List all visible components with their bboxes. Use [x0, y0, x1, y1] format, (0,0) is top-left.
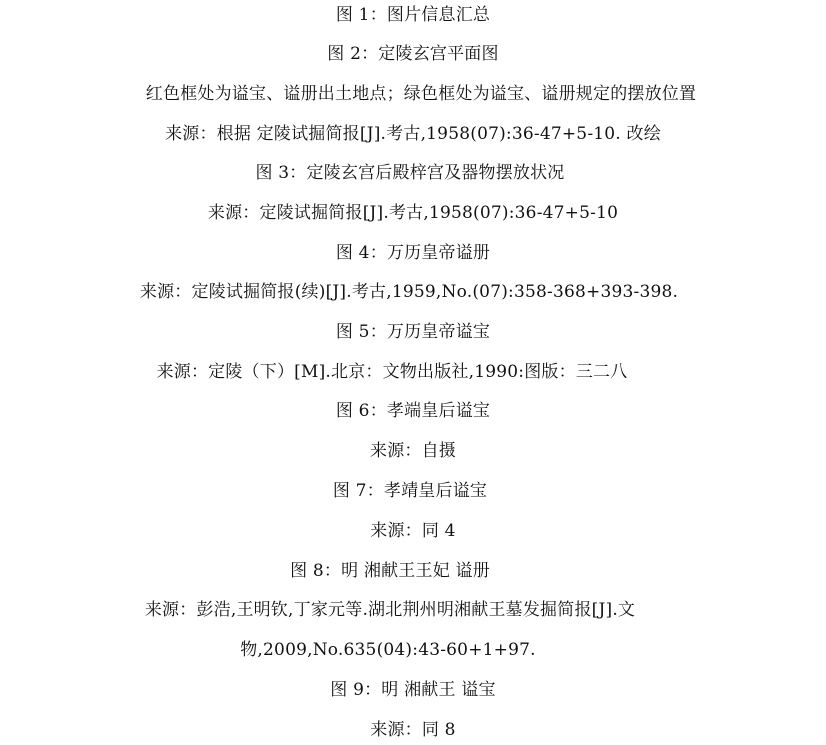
source-figure-8-line-2: 物,2009,No.635(04):43-60+1+97.: [240, 640, 536, 660]
source-figure-2: 来源：根据 定陵试掘简报[J].考古,1958(07):36-47+5-10. 改绘: [165, 124, 661, 144]
source-figure-3: 来源：定陵试掘简报[J].考古,1958(07):36-47+5-10: [207, 203, 619, 223]
caption-figure-2-note: 红色框处为谥宝、谥册出土地点；绿色框处为谥宝、谥册规定的摆放位置: [145, 84, 697, 104]
caption-figure-6: 图 6：孝端皇后谥宝: [335, 401, 491, 421]
caption-figure-1: 图 1：图片信息汇总: [335, 5, 491, 25]
source-figure-4: 来源：定陵试掘简报(续)[J].考古,1959,No.(07):358-368+393-398.: [139, 282, 679, 302]
source-figure-5: 来源：定陵（下）[M].北京：文物出版社,1990:图版：三二八: [156, 362, 628, 382]
source-figure-7: 来源：同 4: [370, 521, 456, 541]
caption-figure-4: 图 4：万历皇帝谥册: [335, 243, 491, 263]
caption-figure-5: 图 5：万历皇帝谥宝: [335, 322, 491, 342]
source-figure-6: 来源：自摄: [370, 441, 456, 461]
source-figure-8-line-1: 来源：彭浩,王明钦,丁家元等.湖北荆州明湘献王墓发掘简报[J].文: [144, 600, 636, 620]
caption-figure-2: 图 2：定陵玄宫平面图: [327, 44, 499, 64]
caption-figure-7: 图 7：孝靖皇后谥宝: [332, 481, 488, 501]
caption-figure-9: 图 9：明 湘献王 谥宝: [330, 680, 496, 700]
caption-figure-3: 图 3：定陵玄宫后殿梓宫及器物摆放状况: [255, 163, 565, 183]
caption-figure-8: 图 8：明 湘献王王妃 谥册: [290, 561, 490, 581]
source-figure-9: 来源：同 8: [370, 720, 456, 740]
